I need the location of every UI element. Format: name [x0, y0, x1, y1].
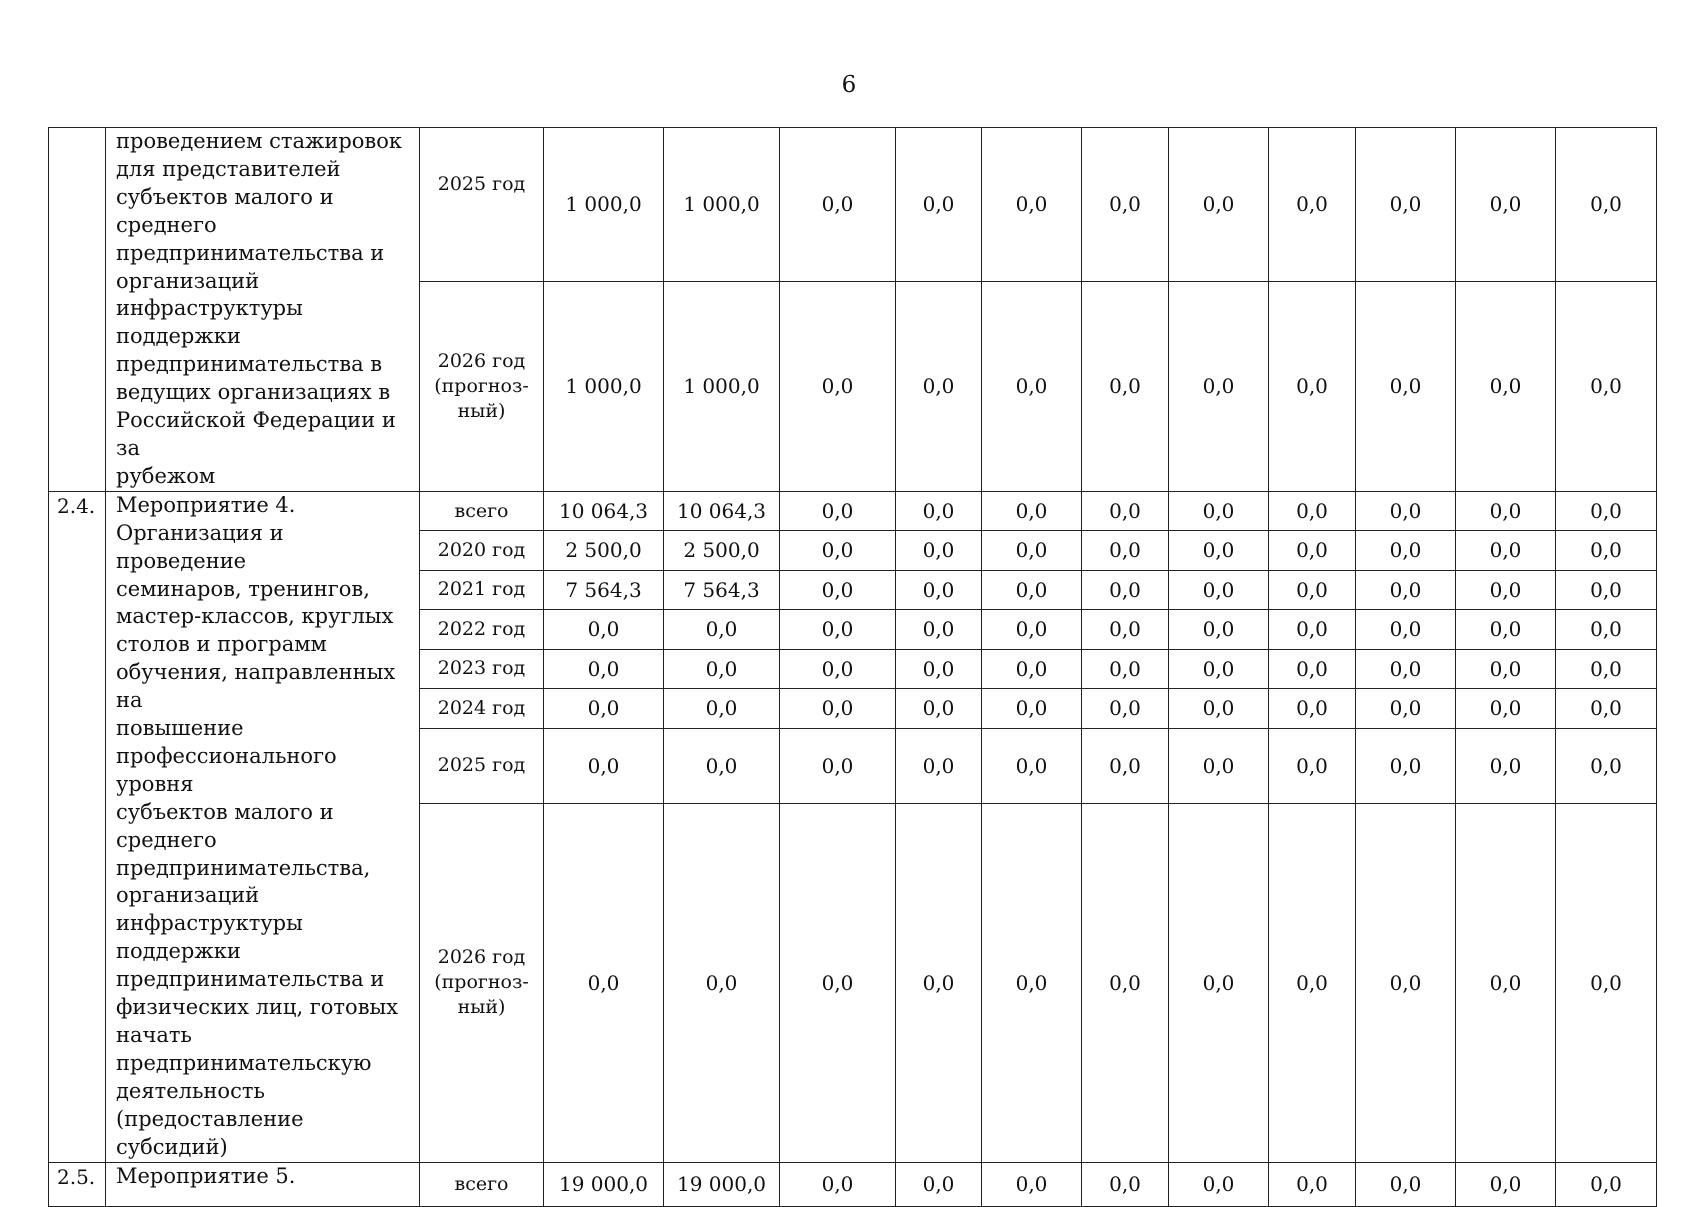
value-cell: 0,0	[664, 689, 780, 728]
value-cell: 0,0	[780, 128, 896, 282]
desc-line: обучения, направленных на	[116, 660, 396, 713]
desc-line: Организация и проведение	[116, 520, 284, 573]
value-cell: 0,0	[1269, 649, 1356, 688]
value-cell: 0,0	[664, 803, 780, 1162]
row-number-cell: 2.5.	[49, 1162, 106, 1206]
value-cell: 0,0	[896, 728, 982, 803]
value-cell: 0,0	[1556, 803, 1657, 1162]
measure-description	[106, 1162, 420, 1206]
value-cell: 0,0	[982, 803, 1082, 1162]
period-line: (прогноз-	[434, 374, 529, 397]
period-cell: 2020 год	[420, 531, 544, 570]
value-cell: 0,0	[896, 803, 982, 1162]
value-cell: 0,0	[982, 1162, 1082, 1206]
value-cell: 0,0	[1456, 128, 1556, 282]
desc-line: мастер-классов, круглых	[116, 604, 394, 629]
value-cell: 0,0	[780, 610, 896, 649]
value-cell: 0,0	[1356, 610, 1456, 649]
value-cell: 0,0	[1269, 610, 1356, 649]
value-cell: 0,0	[896, 1162, 982, 1206]
value-cell: 0,0	[1356, 531, 1456, 570]
value-cell: 0,0	[1082, 531, 1169, 570]
row-number-cell: 2.4.	[49, 491, 106, 1162]
value-cell: 0,0	[896, 281, 982, 491]
value-cell: 0,0	[1169, 128, 1269, 282]
value-cell: 2 500,0	[664, 531, 780, 570]
value-cell: 0,0	[544, 728, 664, 803]
desc-line: столов и программ	[116, 632, 327, 657]
value-cell: 1 000,0	[544, 281, 664, 491]
value-cell: 0,0	[544, 610, 664, 649]
period-cell	[420, 281, 544, 491]
value-cell: 0,0	[1169, 491, 1269, 530]
value-cell: 0,0	[1269, 531, 1356, 570]
period-cell: всего	[420, 491, 544, 530]
value-cell: 0,0	[1169, 570, 1269, 609]
value-cell: 0,0	[780, 570, 896, 609]
value-cell: 0,0	[1556, 491, 1657, 530]
value-cell: 0,0	[780, 803, 896, 1162]
desc-line: семинаров, тренингов,	[116, 576, 370, 601]
value-cell: 0,0	[1356, 689, 1456, 728]
value-cell: 1 000,0	[664, 281, 780, 491]
period-cell: 2021 год	[420, 570, 544, 609]
value-cell: 7 564,3	[664, 570, 780, 609]
period-line: ный)	[457, 996, 506, 1019]
desc-line: деятельность	[116, 1078, 265, 1103]
value-cell: 0,0	[1082, 610, 1169, 649]
value-cell: 0,0	[780, 491, 896, 530]
value-cell: 0,0	[982, 128, 1082, 282]
value-cell: 0,0	[780, 649, 896, 688]
value-cell: 10 064,3	[544, 491, 664, 530]
value-cell: 0,0	[1269, 128, 1356, 282]
desc-line: Российской Федерации и за	[116, 408, 396, 460]
value-cell: 0,0	[780, 281, 896, 491]
value-cell: 0,0	[1556, 281, 1657, 491]
desc-line: предпринимательскую	[116, 1050, 372, 1075]
desc-line: предпринимательства,	[116, 855, 371, 880]
period-cell: всего	[420, 1162, 544, 1206]
value-cell: 19 000,0	[544, 1162, 664, 1206]
value-cell: 0,0	[1269, 281, 1356, 491]
desc-line: повышение	[116, 716, 244, 741]
value-cell: 0,0	[1082, 128, 1169, 282]
row-number-cell	[49, 128, 106, 492]
value-cell: 0,0	[1456, 531, 1556, 570]
desc-line: субъектов малого и	[116, 799, 334, 824]
desc-line: поддержки	[116, 324, 241, 349]
value-cell: 0,0	[780, 689, 896, 728]
value-cell: 0,0	[664, 610, 780, 649]
value-cell: 0,0	[1169, 281, 1269, 491]
value-cell: 0,0	[896, 531, 982, 570]
period-cell: 2023 год	[420, 649, 544, 688]
period-cell: 2024 год	[420, 689, 544, 728]
value-cell: 0,0	[1356, 649, 1456, 688]
desc-line: предпринимательства и	[116, 240, 385, 265]
value-cell: 7 564,3	[544, 570, 664, 609]
measure-description	[106, 491, 420, 1162]
desc-line: начать	[116, 1023, 192, 1047]
value-cell: 0,0	[1269, 1162, 1356, 1206]
value-cell: 0,0	[896, 610, 982, 649]
value-cell: 0,0	[1556, 610, 1657, 649]
value-cell: 0,0	[1556, 128, 1657, 282]
desc-line: поддержки	[116, 939, 241, 964]
value-cell: 0,0	[544, 649, 664, 688]
value-cell: 0,0	[982, 491, 1082, 530]
desc-line: физических лиц, готовых	[116, 995, 399, 1020]
value-cell: 0,0	[1169, 689, 1269, 728]
period-line: (прогноз-	[434, 971, 529, 994]
value-cell: 0,0	[896, 689, 982, 728]
value-cell: 0,0	[1556, 1162, 1657, 1206]
desc-line: (предоставление субсидий)	[116, 1106, 304, 1159]
value-cell: 0,0	[982, 689, 1082, 728]
value-cell: 0,0	[780, 728, 896, 803]
budget-table	[48, 127, 1657, 1207]
value-cell: 0,0	[1269, 803, 1356, 1162]
value-cell: 0,0	[1169, 728, 1269, 803]
value-cell: 1 000,0	[544, 128, 664, 282]
desc-line: субъектов малого и	[116, 184, 334, 209]
period-line: 2026 год	[437, 946, 526, 969]
value-cell: 0,0	[1456, 689, 1556, 728]
value-cell: 0,0	[982, 728, 1082, 803]
value-cell: 0,0	[1356, 128, 1456, 282]
value-cell: 0,0	[896, 128, 982, 282]
value-cell: 0,0	[1082, 728, 1169, 803]
value-cell: 0,0	[1082, 689, 1169, 728]
value-cell: 0,0	[1269, 570, 1356, 609]
value-cell: 0,0	[1082, 281, 1169, 491]
desc-line: для представителей	[116, 156, 341, 181]
table-row	[49, 128, 1657, 282]
desc-line: организаций	[116, 883, 260, 908]
value-cell: 0,0	[1556, 728, 1657, 803]
value-cell: 0,0	[1456, 570, 1556, 609]
value-cell: 0,0	[1169, 1162, 1269, 1206]
value-cell: 19 000,0	[664, 1162, 780, 1206]
value-cell: 0,0	[1082, 491, 1169, 530]
desc-line: Мероприятие 5.	[116, 1163, 296, 1188]
table-row	[49, 491, 1657, 530]
value-cell: 0,0	[982, 281, 1082, 491]
value-cell: 0,0	[982, 531, 1082, 570]
value-cell: 0,0	[1456, 649, 1556, 688]
value-cell: 0,0	[780, 1162, 896, 1206]
value-cell: 0,0	[896, 649, 982, 688]
value-cell: 0,0	[1556, 570, 1657, 609]
value-cell: 0,0	[664, 728, 780, 803]
value-cell: 0,0	[1169, 803, 1269, 1162]
value-cell: 0,0	[982, 610, 1082, 649]
value-cell: 2 500,0	[544, 531, 664, 570]
value-cell: 0,0	[1082, 649, 1169, 688]
period-cell: 2025 год	[420, 128, 544, 282]
value-cell: 0,0	[1082, 1162, 1169, 1206]
desc-line: среднего	[116, 212, 217, 237]
value-cell: 10 064,3	[664, 491, 780, 530]
value-cell: 0,0	[1356, 281, 1456, 491]
value-cell: 0,0	[1456, 803, 1556, 1162]
value-cell: 0,0	[1556, 649, 1657, 688]
period-cell: 2022 год	[420, 610, 544, 649]
value-cell: 0,0	[1456, 728, 1556, 803]
value-cell: 0,0	[1356, 728, 1456, 803]
value-cell: 0,0	[1169, 649, 1269, 688]
desc-line: профессионального уровня	[116, 743, 337, 796]
value-cell: 0,0	[1269, 689, 1356, 728]
value-cell: 0,0	[1356, 803, 1456, 1162]
value-cell: 0,0	[1356, 570, 1456, 609]
value-cell: 0,0	[1269, 491, 1356, 530]
value-cell: 0,0	[982, 649, 1082, 688]
value-cell: 0,0	[1169, 531, 1269, 570]
value-cell: 0,0	[1082, 803, 1169, 1162]
value-cell: 0,0	[780, 531, 896, 570]
measure-description	[106, 128, 420, 492]
value-cell: 0,0	[1169, 610, 1269, 649]
value-cell: 0,0	[664, 649, 780, 688]
desc-line: инфраструктуры	[116, 911, 303, 936]
value-cell: 0,0	[1556, 689, 1657, 728]
value-cell: 0,0	[1456, 1162, 1556, 1206]
value-cell: 0,0	[1269, 728, 1356, 803]
value-cell: 0,0	[896, 570, 982, 609]
value-cell: 0,0	[1082, 570, 1169, 609]
value-cell: 0,0	[982, 570, 1082, 609]
value-cell: 0,0	[1356, 1162, 1456, 1206]
table-row	[49, 1162, 1657, 1206]
desc-line: среднего	[116, 827, 217, 852]
desc-line: проведением стажировок	[116, 129, 403, 153]
value-cell: 0,0	[896, 491, 982, 530]
period-cell: 2025 год	[420, 728, 544, 803]
value-cell: 0,0	[544, 689, 664, 728]
value-cell: 0,0	[1456, 610, 1556, 649]
desc-line: инфраструктуры	[116, 296, 303, 321]
value-cell: 0,0	[1556, 531, 1657, 570]
desc-line: рубежом	[116, 463, 216, 488]
desc-line: ведущих организациях в	[116, 380, 391, 405]
desc-line: предпринимательства в	[116, 352, 383, 377]
value-cell: 0,0	[1356, 491, 1456, 530]
period-cell	[420, 803, 544, 1162]
desc-line: Мероприятие 4.	[116, 492, 296, 517]
value-cell: 1 000,0	[664, 128, 780, 282]
desc-line: организаций	[116, 268, 260, 293]
value-cell: 0,0	[1456, 281, 1556, 491]
value-cell: 0,0	[544, 803, 664, 1162]
period-line: ный)	[457, 399, 506, 422]
desc-line: предпринимательства и	[116, 967, 385, 992]
value-cell: 0,0	[1456, 491, 1556, 530]
page-number: 6	[841, 72, 857, 98]
period-line: 2026 год	[437, 349, 526, 372]
